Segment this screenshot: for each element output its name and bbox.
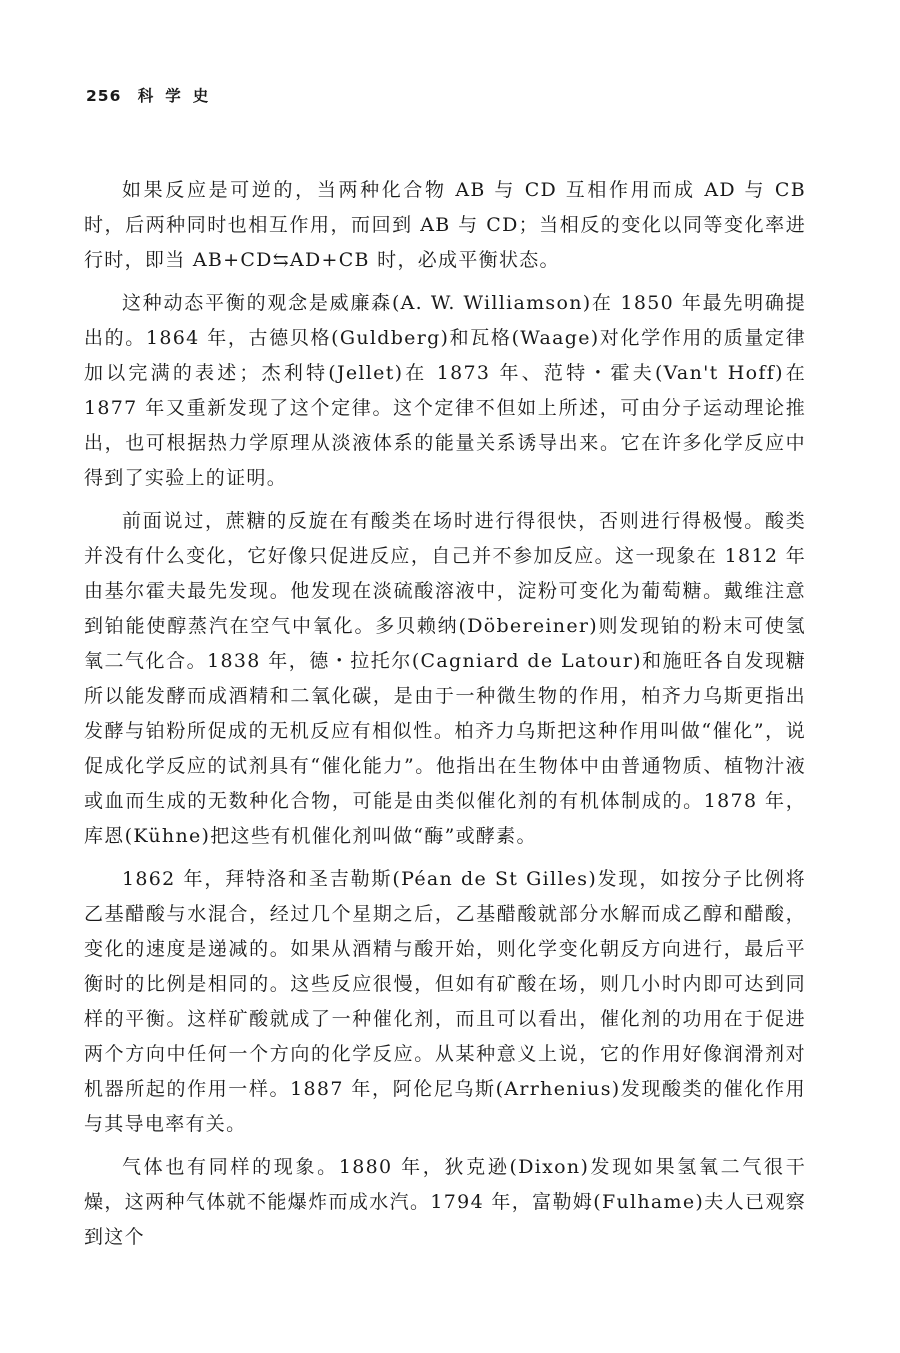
running-head — [86, 84, 220, 106]
page-number: 256 — [86, 87, 122, 105]
paragraph-catalysis: 前面说过，蔗糖的反旋在有酸类在场时进行得很快，否则进行得极慢。酸类并没有什么变化，它好像只促进反应，自己并不参加反应。这一现象在 1812 年由基尔霍夫最先发现。他发现在淡硫酸溶液中，淀粉可变化为葡萄糖。戴维注意到铂能使醇蒸汽在空气中氧化。多贝赖纳(Döbereiner)则发现铂的粉末可使氢氧二气化合。1838 年，德・拉托尔(Cagniard de Latour)和施旺各自发现糖所以能发酵而成酒精和二氧化碳，是由于一种微生物的作用，柏齐力乌斯更指出发酵与铂粉所促成的无机反应有相似性。柏齐力乌斯把这种作用叫做“催化”，说促成化学反应的试剂具有“催化能力”。他指出在生物体中由普通物质、植物汁液或血而生成的无数种化合物，可能是由类似催化剂的有机体制成的。1878 年，库恩(Kühne)把这些有机催化剂叫做“酶”或酵素。 — [84, 510, 806, 847]
paragraph-dynamic-equilibrium: 这种动态平衡的观念是威廉森(A. W. Williamson)在 1850 年最先明确提出的。1864 年，古德贝格(Guldberg)和瓦格(Waage)对化学作用的质量定律加以完满的表述；杰利特(Jellet)在 1873 年、范特・霍夫(Van't Hoff)在 1877 年又重新发现了这个定律。这个定律不但如上所述，可由分子运动理论推出，也可根据热力学原理从淡液体系的能量关系诱导出来。它在许多化学反应中得到了实验上的证明。 — [84, 292, 806, 489]
paragraph-gases: 气体也有同样的现象。1880 年，狄克逊(Dixon)发现如果氢氧二气很干燥，这两种气体就不能爆炸而成水汽。1794 年，富勒姆(Fulhame)夫人已观察到这个 — [84, 1156, 806, 1248]
body-text — [84, 173, 806, 1263]
book-title: 科学史 — [137, 87, 221, 105]
paragraph-ester-hydrolysis: 1862 年，拜特洛和圣吉勒斯(Péan de St Gilles)发现，如按分子比例将乙基醋酸与水混合，经过几个星期之后，乙基醋酸就部分水解而成乙醇和醋酸，变化的速度是递减的。如果从酒精与酸开始，则化学变化朝反方向进行，最后平衡时的比例是相同的。这些反应很慢，但如有矿酸在场，则几小时内即可达到同样的平衡。这样矿酸就成了一种催化剂，而且可以看出，催化剂的功用在于促进两个方向中任何一个方向的化学反应。从某种意义上说，它的作用好像润滑剂对机器所起的作用一样。1887 年，阿伦尼乌斯(Arrhenius)发现酸类的催化作用与其导电率有关。 — [84, 868, 806, 1135]
paragraph-reversible-reaction: 如果反应是可逆的，当两种化合物 AB 与 CD 互相作用而成 AD 与 CB 时，后两种同时也相互作用，而回到 AB 与 CD；当相反的变化以同等变化率进行时，即当 AB+CD⇆AD+CB 时，必成平衡状态。 — [84, 179, 806, 271]
